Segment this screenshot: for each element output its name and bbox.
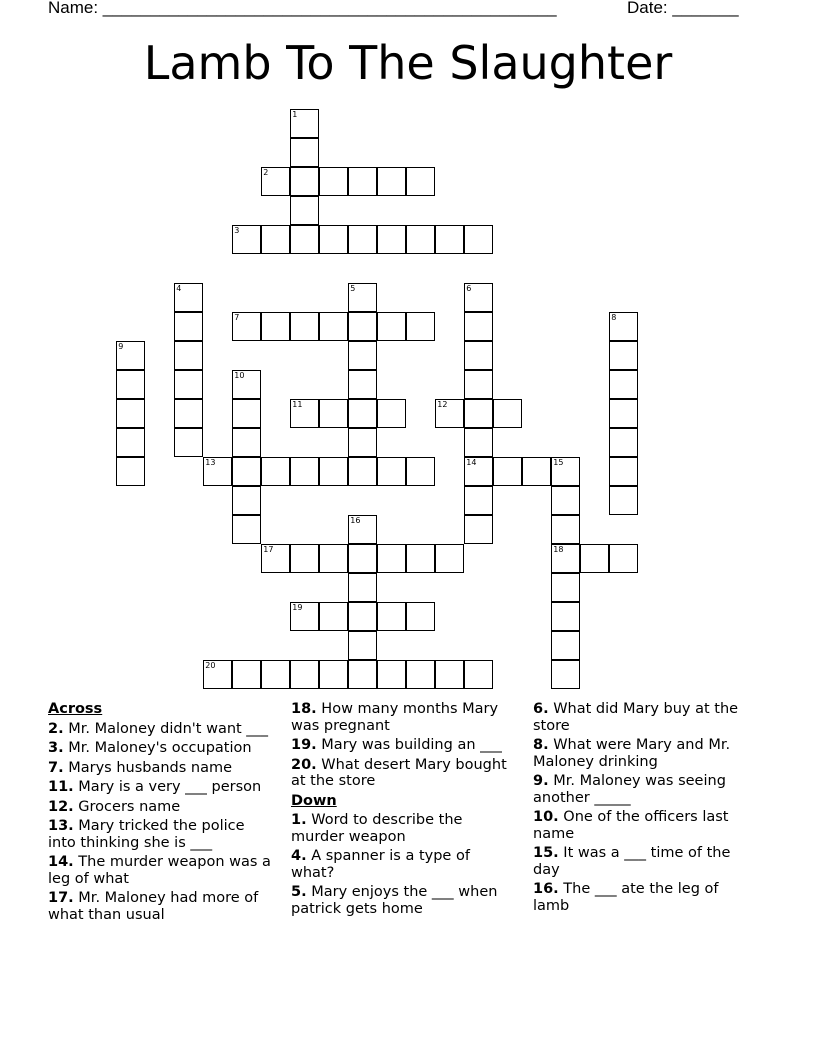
grid-cell[interactable] [377, 457, 406, 486]
clue-number-label: 9. [533, 773, 549, 789]
grid-cell[interactable] [609, 428, 638, 457]
grid-cell[interactable] [290, 167, 319, 196]
grid-cell[interactable] [232, 312, 261, 341]
clue-number: 16 [350, 516, 361, 526]
clue-item [48, 760, 273, 777]
grid-cell[interactable] [348, 370, 377, 399]
grid-cell[interactable] [116, 399, 145, 428]
clue-item [291, 701, 516, 734]
clue-number: 18 [553, 545, 564, 555]
clue-item [533, 845, 758, 878]
grid-cell[interactable] [348, 457, 377, 486]
grid-cell[interactable] [435, 399, 464, 428]
grid-cell[interactable] [551, 602, 580, 631]
grid-cell[interactable] [435, 660, 464, 689]
clue-number-label: 7. [48, 759, 64, 776]
grid-cell[interactable] [261, 312, 290, 341]
clue-number: 19 [292, 603, 303, 613]
clue-item [48, 721, 273, 738]
grid-cell[interactable] [435, 225, 464, 254]
grid-cell[interactable] [406, 602, 435, 631]
clue-number: 9 [118, 342, 124, 352]
grid-cell[interactable] [174, 428, 203, 457]
grid-cell[interactable] [609, 457, 638, 486]
clue-item [291, 737, 516, 754]
grid-cell[interactable] [348, 660, 377, 689]
clue-item [533, 881, 758, 914]
grid-cell[interactable] [348, 283, 377, 312]
grid-cell[interactable] [116, 457, 145, 486]
grid-cell[interactable] [551, 660, 580, 689]
clue-text: Mr. Maloney had more of what than usual [48, 890, 259, 923]
clue-text: Word to describe the murder weapon [291, 812, 463, 845]
grid-cell[interactable] [232, 486, 261, 515]
clue-item [48, 779, 273, 796]
clue-text: Mr. Maloney was seeing another _____ [533, 773, 726, 806]
clue-text: Grocers name [73, 798, 181, 815]
clue-item [291, 848, 516, 881]
grid-cell[interactable] [406, 660, 435, 689]
clue-text: Mary enjoys the ___ when patrick gets home [291, 884, 498, 917]
grid-cell[interactable] [609, 544, 638, 573]
clue-number: 2 [263, 168, 269, 178]
grid-cell[interactable] [174, 341, 203, 370]
page-title: Lamb To The Slaughter [143, 36, 673, 90]
grid-cell[interactable] [464, 660, 493, 689]
grid-cell[interactable] [348, 312, 377, 341]
clue-number: 7 [234, 313, 240, 323]
grid-cell[interactable] [551, 573, 580, 602]
grid-cell[interactable] [116, 428, 145, 457]
grid-cell[interactable] [290, 225, 319, 254]
grid-cell[interactable] [232, 457, 261, 486]
grid-cell[interactable] [551, 544, 580, 573]
grid-cell[interactable] [290, 660, 319, 689]
clues-column-2 [291, 701, 516, 920]
grid-cell[interactable] [551, 457, 580, 486]
clue-item [291, 812, 516, 845]
grid-cell[interactable] [290, 544, 319, 573]
clue-number: 14 [466, 458, 477, 468]
grid-cell[interactable] [348, 631, 377, 660]
grid-cell[interactable] [319, 225, 348, 254]
clues-column-3 [533, 701, 758, 917]
grid-cell[interactable] [377, 399, 406, 428]
grid-cell[interactable] [551, 515, 580, 544]
grid-cell[interactable] [116, 341, 145, 370]
grid-cell[interactable] [493, 399, 522, 428]
clue-number: 11 [292, 400, 303, 410]
clue-number: 3 [234, 226, 240, 236]
grid-cell[interactable] [232, 428, 261, 457]
grid-cell[interactable] [261, 167, 290, 196]
grid-cell[interactable] [348, 428, 377, 457]
grid-cell[interactable] [406, 167, 435, 196]
clue-number: 12 [437, 400, 448, 410]
clue-number-label: 11. [48, 779, 74, 795]
grid-cell[interactable] [174, 399, 203, 428]
clues-column-1 [48, 701, 273, 926]
clue-number-label: 2. [48, 720, 64, 737]
clue-text: Mary was building an ___ [316, 737, 502, 753]
grid-cell[interactable] [290, 109, 319, 138]
clue-number: 13 [205, 458, 216, 468]
clue-text: Mary is a very ___ person [73, 779, 262, 795]
grid-cell[interactable] [406, 225, 435, 254]
grid-cell[interactable] [290, 196, 319, 225]
grid-cell[interactable] [232, 370, 261, 399]
clue-number-label: 3. [48, 740, 64, 756]
grid-cell[interactable] [174, 283, 203, 312]
clue-text: What were Mary and Mr. Maloney drinking [533, 737, 731, 770]
clue-number-label: 15. [533, 845, 559, 861]
grid-cell[interactable] [232, 660, 261, 689]
grid-cell[interactable] [319, 312, 348, 341]
grid-cell[interactable] [406, 457, 435, 486]
clue-item [533, 773, 758, 806]
clue-number: 6 [466, 284, 472, 294]
grid-cell[interactable] [261, 225, 290, 254]
clue-item [533, 809, 758, 842]
grid-cell[interactable] [609, 312, 638, 341]
grid-cell[interactable] [290, 457, 319, 486]
clue-number: 8 [611, 313, 617, 323]
clue-number-label: 10. [533, 809, 559, 825]
clue-text: Marys husbands name [63, 759, 233, 776]
clue-number: 17 [263, 545, 274, 555]
grid-cell[interactable] [377, 660, 406, 689]
grid-cell[interactable] [377, 225, 406, 254]
clue-number: 15 [553, 458, 564, 468]
grid-cell[interactable] [174, 312, 203, 341]
clue-number-label: 4. [291, 848, 307, 864]
grid-cell[interactable] [348, 225, 377, 254]
across-heading: Across [48, 701, 103, 717]
grid-cell[interactable] [464, 399, 493, 428]
grid-cell[interactable] [464, 283, 493, 312]
clue-number-label: 5. [291, 884, 307, 900]
grid-cell[interactable] [290, 138, 319, 167]
clue-number-label: 17. [48, 890, 74, 906]
grid-cell[interactable] [319, 602, 348, 631]
grid-cell[interactable] [464, 312, 493, 341]
clue-text: What did Mary buy at the store [533, 701, 739, 734]
grid-cell[interactable] [203, 457, 232, 486]
grid-cell[interactable] [203, 660, 232, 689]
grid-cell[interactable] [290, 312, 319, 341]
clue-number: 20 [205, 661, 216, 671]
grid-cell[interactable] [493, 457, 522, 486]
clue-number-label: 1. [291, 812, 307, 828]
grid-cell[interactable] [290, 602, 319, 631]
grid-cell[interactable] [290, 399, 319, 428]
clue-number-label: 13. [48, 818, 74, 834]
clue-text: How many months Mary was pregnant [291, 701, 499, 734]
clue-text: What desert Mary bought at the store [291, 756, 507, 789]
clue-number-label: 12. [48, 798, 74, 815]
down-heading: Down [291, 792, 337, 809]
grid-cell[interactable] [232, 515, 261, 544]
grid-cell[interactable] [609, 486, 638, 515]
grid-cell[interactable] [261, 457, 290, 486]
clue-number: 4 [176, 284, 182, 294]
grid-cell[interactable] [319, 167, 348, 196]
grid-cell[interactable] [232, 225, 261, 254]
clue-text: Mr. Maloney didn't want ___ [63, 720, 269, 737]
grid-cell[interactable] [406, 544, 435, 573]
grid-cell[interactable] [464, 486, 493, 515]
clue-item [48, 740, 273, 757]
clue-number-label: 6. [533, 701, 549, 717]
clue-item [48, 799, 273, 816]
clue-text: The murder weapon was a leg of what [48, 854, 271, 887]
grid-cell[interactable] [348, 399, 377, 428]
grid-cell[interactable] [348, 544, 377, 573]
grid-cell[interactable] [377, 602, 406, 631]
clue-item [291, 757, 516, 790]
grid-cell[interactable] [319, 544, 348, 573]
grid-cell[interactable] [319, 660, 348, 689]
grid-cell[interactable] [377, 544, 406, 573]
grid-cell[interactable] [464, 428, 493, 457]
grid-cell[interactable] [609, 399, 638, 428]
grid-cell[interactable] [377, 167, 406, 196]
grid-cell[interactable] [348, 167, 377, 196]
grid-cell[interactable] [435, 544, 464, 573]
grid-cell[interactable] [319, 399, 348, 428]
grid-cell[interactable] [522, 457, 551, 486]
grid-cell[interactable] [348, 602, 377, 631]
grid-cell[interactable] [551, 631, 580, 660]
clue-text: It was a ___ time of the day [533, 845, 731, 878]
grid-cell[interactable] [609, 341, 638, 370]
grid-cell[interactable] [348, 515, 377, 544]
clue-text: The ___ ate the leg of lamb [533, 881, 719, 914]
grid-cell[interactable] [377, 312, 406, 341]
clue-text: Mr. Maloney's occupation [63, 740, 252, 756]
clue-item [291, 884, 516, 917]
clue-number-label: 20. [291, 756, 317, 773]
clue-item [533, 737, 758, 770]
clue-number: 10 [234, 371, 245, 381]
grid-cell[interactable] [580, 544, 609, 573]
grid-cell[interactable] [464, 341, 493, 370]
grid-cell[interactable] [348, 341, 377, 370]
grid-cell[interactable] [348, 573, 377, 602]
clue-text: Mary tricked the police into thinking she is ___ [48, 818, 245, 851]
grid-cell[interactable] [261, 660, 290, 689]
grid-cell[interactable] [464, 457, 493, 486]
grid-cell[interactable] [232, 399, 261, 428]
clue-item [48, 818, 273, 851]
clue-number: 1 [292, 110, 298, 120]
clue-number-label: 16. [533, 881, 559, 897]
date-field[interactable]: Date: _______ [627, 0, 739, 17]
name-field[interactable]: Name: ________________________________________________ [48, 0, 557, 17]
clue-item [48, 854, 273, 887]
clue-text: One of the officers last name [533, 809, 729, 842]
clue-number: 5 [350, 284, 356, 294]
clue-number-label: 18. [291, 701, 317, 717]
grid-cell[interactable] [174, 370, 203, 399]
clue-number-label: 8. [533, 737, 549, 753]
grid-cell[interactable] [261, 544, 290, 573]
grid-cell[interactable] [464, 370, 493, 399]
clue-number-label: 14. [48, 854, 74, 870]
grid-cell[interactable] [116, 370, 145, 399]
clue-number-label: 19. [291, 737, 317, 753]
grid-cell[interactable] [551, 486, 580, 515]
grid-cell[interactable] [464, 225, 493, 254]
clue-item [48, 890, 273, 923]
grid-cell[interactable] [464, 515, 493, 544]
grid-cell[interactable] [609, 370, 638, 399]
clue-item [533, 701, 758, 734]
grid-cell[interactable] [319, 457, 348, 486]
grid-cell[interactable] [406, 312, 435, 341]
clue-text: A spanner is a type of what? [291, 848, 470, 881]
